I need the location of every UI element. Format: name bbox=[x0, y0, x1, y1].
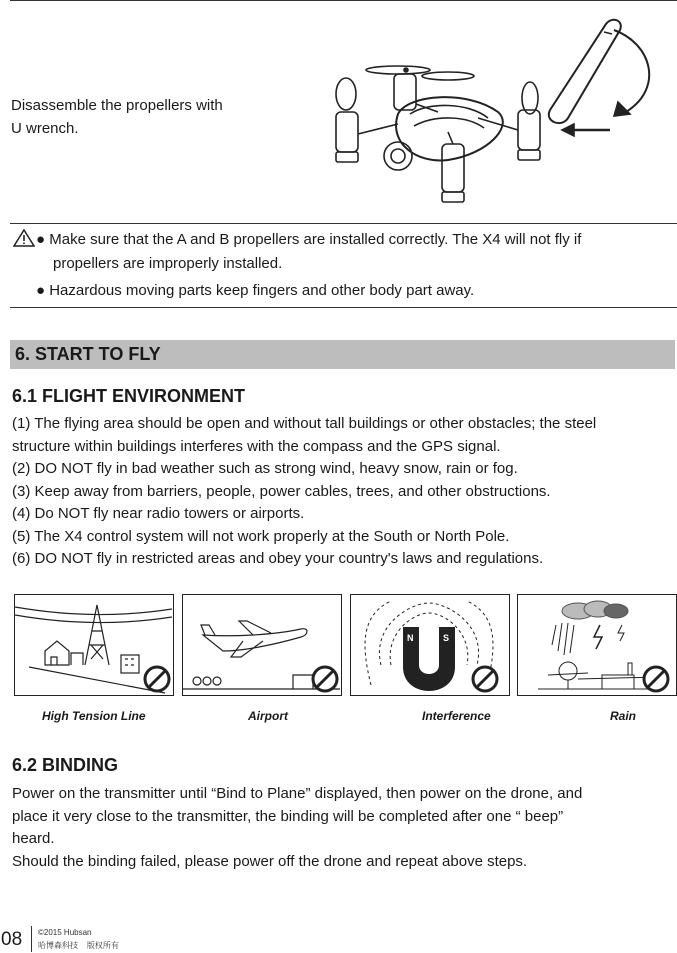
binding-line: place it very close to the transmitter, the binding will be completed after one “ beep” bbox=[12, 807, 564, 825]
env-line: (1) The flying area should be open and without tall buildings or other obstacles; the steel bbox=[12, 415, 597, 432]
binding-text bbox=[12, 783, 582, 873]
caption-interference: Interference bbox=[422, 709, 491, 723]
section-title: 6. START TO FLY bbox=[10, 340, 675, 369]
footer-company: 哈博森科技 版权所有 bbox=[38, 941, 119, 950]
magnet-s-label: S bbox=[443, 633, 450, 643]
intro-text bbox=[11, 95, 223, 140]
drone-illustration bbox=[318, 14, 663, 214]
top-rule bbox=[10, 0, 677, 1]
warning-top-rule bbox=[10, 223, 677, 224]
warning-bottom-rule bbox=[10, 307, 677, 308]
binding-heading: 6.2 BINDING bbox=[12, 755, 119, 775]
warning-item-1 bbox=[36, 228, 581, 276]
env-line: structure within buildings interferes with the compass and the GPS signal. bbox=[12, 437, 501, 455]
prohibited-icon bbox=[313, 667, 337, 691]
panel-high-tension-line bbox=[14, 594, 174, 696]
env-line: (5) The X4 control system will not work properly at the South or North Pole. bbox=[12, 527, 510, 545]
magnet-n-label: N bbox=[407, 633, 414, 643]
prohibited-icon bbox=[145, 667, 169, 691]
panel-airport bbox=[182, 594, 342, 696]
prohibited-icon bbox=[644, 667, 668, 691]
caption-rain: Rain bbox=[610, 709, 637, 723]
env-line: (4) Do NOT fly near radio towers or airports. bbox=[12, 505, 305, 522]
warning-item-2: ● Hazardous moving parts keep fingers and other body part away. bbox=[36, 282, 475, 299]
panel-rain bbox=[517, 594, 677, 696]
warning-item-1-line-1: ● Make sure that the A and B propellers are installed correctly. The X4 will not fly if bbox=[36, 231, 582, 248]
binding-line: heard. bbox=[12, 830, 55, 847]
env-line: (3) Keep away from barriers, people, power cables, trees, and other obstructions. bbox=[12, 482, 551, 500]
footer-divider bbox=[31, 926, 32, 952]
binding-line: Should the binding failed, please power off the drone and repeat above steps. bbox=[12, 852, 528, 870]
intro-line-1: Disassemble the propellers with bbox=[11, 97, 223, 114]
intro-line-2: U wrench. bbox=[11, 119, 79, 137]
caption-airport: Airport bbox=[248, 709, 288, 723]
page-number: 08 bbox=[1, 929, 23, 950]
warning-item-1-line-2: propellers are improperly installed. bbox=[53, 255, 283, 272]
caption-high-tension-line: High Tension Line bbox=[42, 709, 146, 723]
prohibited-icon bbox=[473, 667, 497, 691]
flight-environment-text bbox=[12, 413, 596, 571]
panel-interference bbox=[350, 594, 510, 696]
flight-environment-heading: 6.1 FLIGHT ENVIRONMENT bbox=[12, 386, 246, 406]
warning-icon bbox=[13, 229, 35, 247]
footer-copyright: ©2015 Hubsan bbox=[38, 928, 92, 937]
env-line: (6) DO NOT fly in restricted areas and obey your country's laws and regulations. bbox=[12, 550, 544, 567]
env-line: (2) DO NOT fly in bad weather such as strong wind, heavy snow, rain or fog. bbox=[12, 460, 518, 477]
binding-line: Power on the transmitter until “Bind to Plane” displayed, then power on the drone, and bbox=[12, 785, 583, 802]
